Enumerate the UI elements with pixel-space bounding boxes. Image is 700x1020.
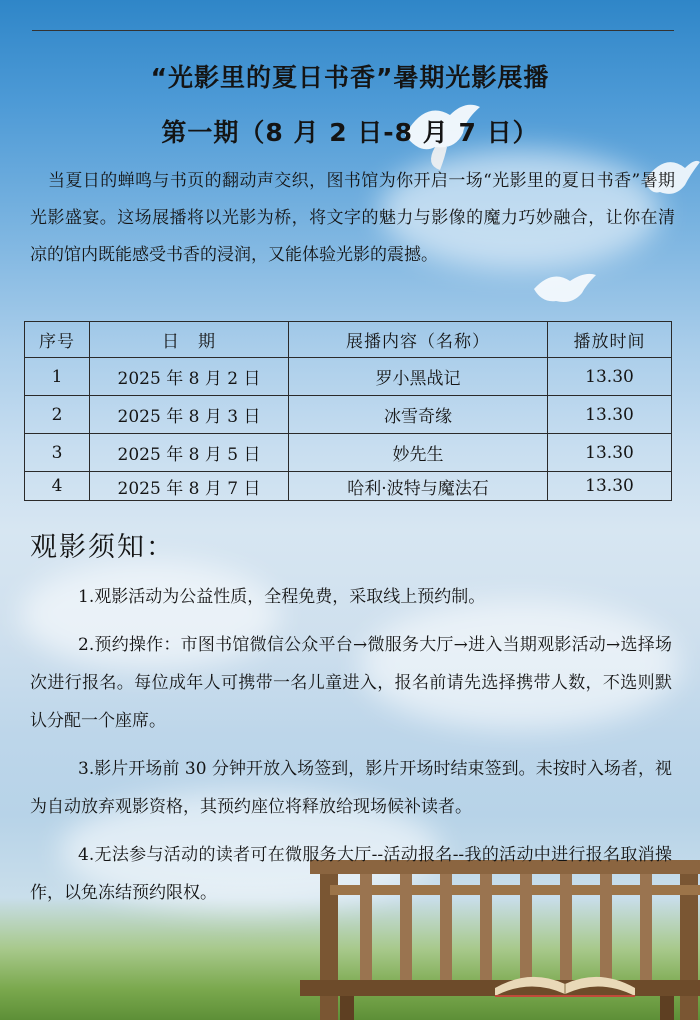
open-book-icon <box>490 958 640 998</box>
cell-title: 哈利·波特与魔法石 <box>289 472 548 501</box>
notice-item: 1.观影活动为公益性质，全程免费，采取线上预约制。 <box>78 587 486 607</box>
cell-time: 13.30 <box>548 358 672 396</box>
cell-index: 3 <box>25 434 90 472</box>
cell-date: 2025 年 8 月 5 日 <box>90 434 289 472</box>
col-header-index: 序号 <box>25 322 90 358</box>
cell-title: 冰雪奇缘 <box>289 396 548 434</box>
col-header-time: 播放时间 <box>548 322 672 358</box>
cell-time: 13.30 <box>548 472 672 501</box>
table-row <box>25 472 672 501</box>
table-row <box>25 358 672 396</box>
table-row <box>25 396 672 434</box>
notice-item: 4.无法参与活动的读者可在微服务大厅--活动报名--我的活动中进行报名取消操作，以免冻结预约限权。 <box>30 845 672 903</box>
intro-paragraph: 当夏日的蝉鸣与书页的翻动声交织，图书馆为你开启一场“光影里的夏日书香”暑期光影盛宴。这场展播将以光影为桥，将文字的魅力与影像的魔力巧妙融合，让你在清凉的馆内既能感受书香的浸润，又能体验光影的震撼。 <box>30 171 675 265</box>
cell-title: 妙先生 <box>289 434 548 472</box>
top-divider <box>32 30 674 31</box>
page-title: “光影里的夏日书香”暑期光影展播 <box>150 63 550 92</box>
table-header-row <box>25 322 672 358</box>
notice-item: 2.预约操作：市图书馆微信公众平台→微服务大厅→进入当期观影活动→选择场次进行报名。每位成年人可携带一名儿童进入，报名前请先选择携带人数，不选则默认分配一个座席。 <box>30 635 672 731</box>
cell-time: 13.30 <box>548 434 672 472</box>
cell-date: 2025 年 8 月 2 日 <box>90 358 289 396</box>
cell-index: 4 <box>25 472 90 501</box>
notice-list <box>30 578 672 922</box>
cell-date: 2025 年 8 月 7 日 <box>90 472 289 501</box>
col-header-date: 日 期 <box>90 322 289 358</box>
notice-item: 3.影片开场前 30 分钟开放入场签到，影片开场时结束签到。未按时入场者，视为自动放弃观影资格，其预约座位将释放给现场候补读者。 <box>30 759 672 817</box>
cell-date: 2025 年 8 月 3 日 <box>90 396 289 434</box>
schedule-table <box>24 321 672 501</box>
cell-index: 2 <box>25 396 90 434</box>
page-subtitle: 第一期（8 月 2 日-8 月 7 日） <box>161 118 539 147</box>
cell-title: 罗小黑战记 <box>289 358 548 396</box>
cell-index: 1 <box>25 358 90 396</box>
notice-heading: 观影须知： <box>30 532 175 563</box>
table-row <box>25 434 672 472</box>
col-header-title: 展播内容（名称） <box>289 322 548 358</box>
cell-time: 13.30 <box>548 396 672 434</box>
